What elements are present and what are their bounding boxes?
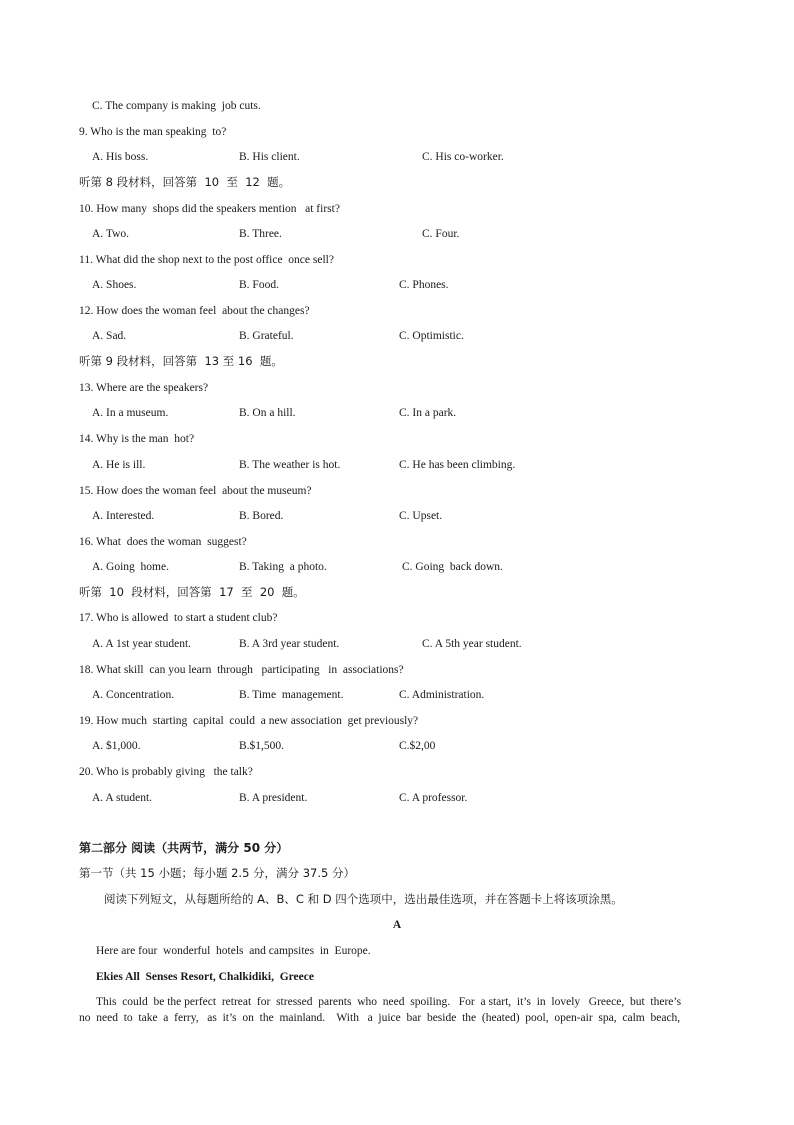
q16-option-a: A. Going home. — [92, 561, 169, 573]
q9-option-a: A. His boss. — [92, 151, 149, 163]
q12-option-b: B. Grateful. — [239, 330, 294, 342]
q19-option-b: B.$1,500. — [239, 740, 285, 752]
q18-option-b: B. Time management. — [239, 689, 344, 701]
q9-option-c: C. His co-worker. — [422, 151, 504, 163]
reading-instruction: 阅读下列短文，从每题所给的 A、B、C 和 D 四个选项中，选出最佳选项，并在答题卡上将该项涂黑。 — [104, 892, 623, 906]
passage-label: A — [392, 919, 402, 931]
q9-option-b: B. His client. — [239, 151, 300, 163]
q10-option-b: B. Three. — [239, 228, 282, 240]
q14-option-a: A. He is ill. — [92, 459, 146, 471]
q17-option-b: B. A 3rd year student. — [239, 638, 340, 650]
q16-stem: 16. What does the woman suggest? — [79, 536, 247, 548]
q17-option-a: A. A 1st year student. — [92, 638, 192, 650]
paragraph-line: This could be the perfect retreat for stressed parents who need spoiling. For a start, it’s in lovely Greece, but there’s — [96, 996, 682, 1008]
q14-option-c: C. He has been climbing. — [399, 459, 516, 471]
paragraph-line: no need to take a ferry, as it’s on the mainland. With a juice bar beside the (heated) pool, open-air spa, calm beach, — [79, 1012, 681, 1024]
q13-stem: 13. Where are the speakers? — [79, 382, 209, 394]
q18-option-c: C. Administration. — [399, 689, 485, 701]
q13-option-c: C. In a park. — [399, 407, 457, 419]
q16-option-c: C. Going back down. — [402, 561, 503, 573]
q19-stem: 19. How much starting capital could a new association get previously? — [79, 715, 419, 727]
q15-stem: 15. How does the woman feel about the museum? — [79, 485, 312, 497]
q15-option-c: C. Upset. — [399, 510, 443, 522]
q18-stem: 18. What skill can you learn through participating in associations? — [79, 664, 404, 676]
q13-option-a: A. In a museum. — [92, 407, 169, 419]
material-10-instruction: 听第 10 段材料，回答第 17 至 20 题。 — [79, 585, 305, 599]
q17-option-c: C. A 5th year student. — [422, 638, 522, 650]
q11-option-b: B. Food. — [239, 279, 279, 291]
q15-option-b: B. Bored. — [239, 510, 284, 522]
q12-option-c: C. Optimistic. — [399, 330, 464, 342]
q11-option-a: A. Shoes. — [92, 279, 137, 291]
q16-option-b: B. Taking a photo. — [239, 561, 327, 573]
q19-option-c: C.$2,00 — [399, 740, 436, 752]
q9-stem: 9. Who is the man speaking to? — [79, 126, 227, 138]
q12-stem: 12. How does the woman feel about the changes? — [79, 305, 310, 317]
q11-option-c: C. Phones. — [399, 279, 449, 291]
q20-option-c: C. A professor. — [399, 792, 468, 804]
q19-option-a: A. $1,000. — [92, 740, 141, 752]
material-9-instruction: 听第 9 段材料，回答第 13 至 16 题。 — [79, 354, 283, 368]
material-8-instruction: 听第 8 段材料，回答第 10 至 12 题。 — [79, 175, 291, 189]
passage-intro: Here are four wonderful hotels and campsites in Europe. — [96, 945, 371, 957]
q12-option-a: A. Sad. — [92, 330, 127, 342]
section-one-title: 第一节（共 15 小题；每小题 2.5 分，满分 37.5 分） — [79, 866, 355, 880]
q8-option-c: C. The company is making job cuts. — [92, 100, 261, 112]
q13-option-b: B. On a hill. — [239, 407, 296, 419]
q20-option-a: A. A student. — [92, 792, 153, 804]
q20-stem: 20. Who is probably giving the talk? — [79, 766, 253, 778]
hotel-heading-ekies: Ekies All Senses Resort, Chalkidiki, Greece — [96, 971, 314, 983]
q14-stem: 14. Why is the man hot? — [79, 433, 195, 445]
q18-option-a: A. Concentration. — [92, 689, 175, 701]
q10-option-c: C. Four. — [422, 228, 460, 240]
q17-stem: 17. Who is allowed to start a student club? — [79, 612, 278, 624]
q15-option-a: A. Interested. — [92, 510, 155, 522]
q11-stem: 11. What did the shop next to the post office once sell? — [79, 254, 334, 266]
q10-stem: 10. How many shops did the speakers mention at first? — [79, 203, 340, 215]
q10-option-a: A. Two. — [92, 228, 129, 240]
q14-option-b: B. The weather is hot. — [239, 459, 341, 471]
q20-option-b: B. A president. — [239, 792, 308, 804]
part-two-title: 第二部分 阅读（共两节，满分 50 分） — [79, 841, 289, 855]
